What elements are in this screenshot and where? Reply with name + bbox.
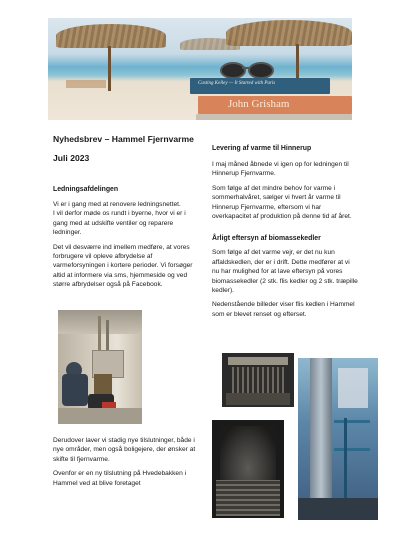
newsletter-title: Nyhedsbrev – Hammel Fjernvarme (53, 134, 194, 144)
section-heading-hinnerup: Levering af varme til Hinnerup (212, 145, 312, 152)
photo-boiler-exterior (298, 358, 378, 520)
section-heading-ledning: Ledningsafdelingen (53, 186, 119, 193)
section-heading-biomasse: Årligt eftersyn af biomassekedler (212, 235, 321, 243)
sunbed (66, 80, 106, 88)
sunglasses-icon (220, 62, 246, 79)
left-column: Ledningsafdelingen Vi er i gang med at renovere ledningsnettet. I vil derfor møde os rundt i byerne, hvor vi er i gang med at udskifte ventiler og reparere ledninger. Det vil desværre ind imellem medføre, at vores forbrugere vil opleve afbrydelse af varmeforsyningen i kortere perioder. Vi forsøger altid at informere via sms, hjemmeside og ved større afbrydelser også på Facebook. (53, 186, 203, 290)
newsletter-date: Juli 2023 (53, 153, 90, 163)
book-1 (190, 78, 330, 94)
book-spine-title: Casting Kelley — It Started with Paris (198, 81, 276, 86)
right-column: Levering af varme til Hinnerup I maj måned åbnede vi igen op for ledningen til Hinnerup Fjernvarme. Som følge af det mindre behov for varme i sommerhalvåret, sælger vi hvert år varme til Hinnerup Fjernvarme, eftersom vi har overkapacitet af produktion på denne tid af året. Årligt eftersyn af biomassekedler Som følge af det varme vejr, er det nu kun affaldskedlen, der er i drift. Dette medfører at vi nu har mulighed for at lave eftersyn på vores biomassekedler (2 stk. flis kedler og 2 stk. træpille kedler). Nedenstående billeder viser flis kedlen i Hammel som er blevet renset og efterset. (212, 145, 362, 319)
book-2 (198, 96, 352, 114)
book-spine-author: John Grisham (228, 98, 290, 110)
photo-boiler-grate (222, 353, 294, 407)
umbrella-left (56, 24, 166, 48)
photo-boiler-interior (212, 420, 284, 518)
left-column-bottom: Derudover laver vi stadig nye tilslutninger, både i nye områder, men også boligejere, der ønsker at skifte til fjernvarme. Ovenfor er en ny tilslutning på Hvedebakken i Hammel ved at blive foretaget (53, 437, 196, 487)
photo-new-connection (58, 310, 142, 424)
umbrella-right (226, 20, 352, 46)
banner-photo (48, 18, 352, 120)
